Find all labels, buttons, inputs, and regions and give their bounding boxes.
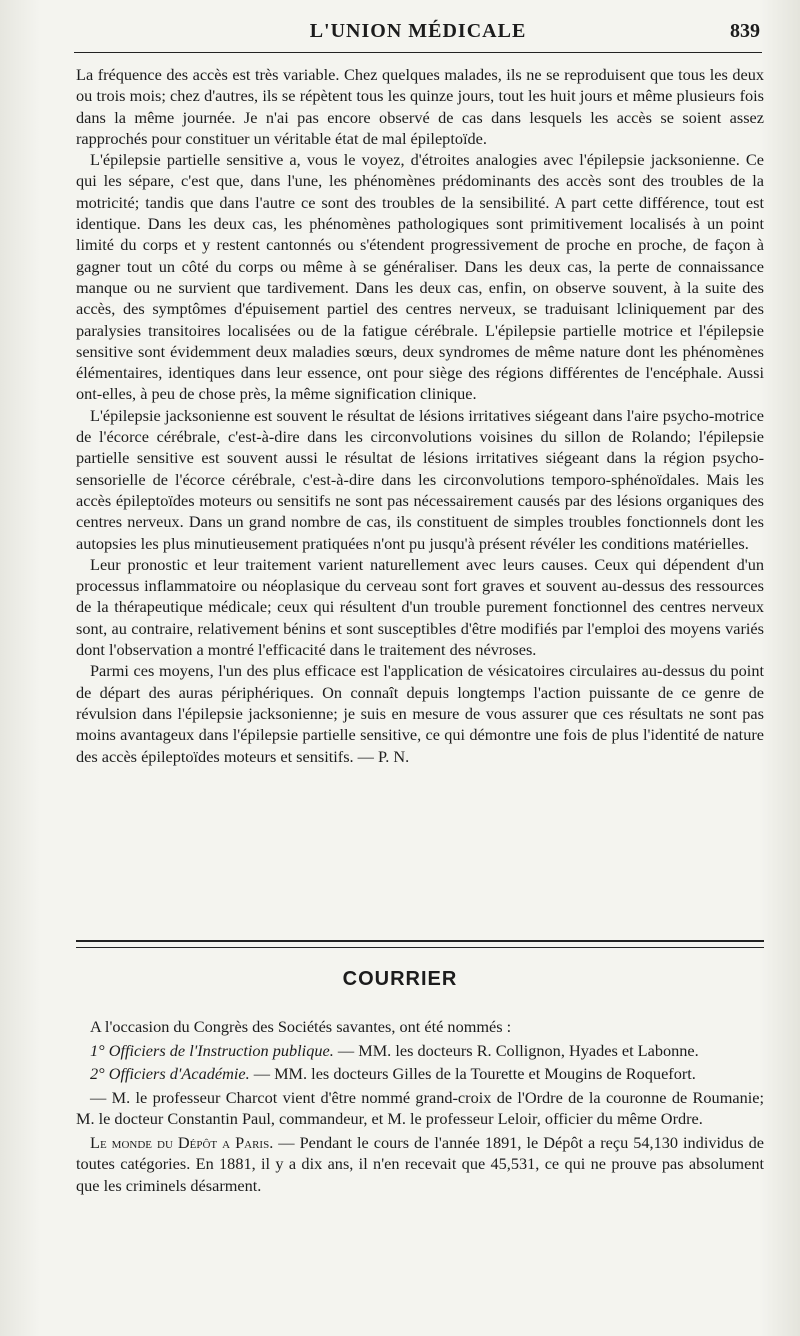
courrier-section — [76, 1016, 764, 1198]
journal-title: L'UNION MÉDICALE — [309, 20, 527, 42]
courrier-depot — [76, 1132, 764, 1197]
courrier-charcot: — M. le professeur Charcot vient d'être nommé grand-croix de l'Ordre de la couronne de Roumanie; M. le docteur Constantin Paul, commandeur, et M. le professeur Leloir, officier du même Ordre. — [76, 1087, 764, 1128]
article-paragraph-2: L'épilepsie partielle sensitive a, vous le voyez, d'étroites analogies avec l'épilepsie jacksonienne. Ce qui les sépare, c'est que, dans l'une, les phénomènes prédominants des accès sont des troubles de la motricité; tandis que dans l'autre ce sont des troubles de la sensibilité. A part cette différence, tout est identique. Dans les deux cas, les phénomènes pathologiques sont primitivement localisés à un point limité du corps et y restent cantonnés ou s'étendent progressivement de proche en proche, de façon à gagner tout un côté du corps ou même à se généraliser. Dans les deux cas, la perte de connaissance manque ou ne survient que tardivement. Dans les deux cas, enfin, on observe souvent, à la suite des accès, des symptômes d'épuisement partiel des centres nerveux, se traduisant lcliniquement par des paralysies transitoires localisées ou de la fatigue cérébrale. L'épilepsie partielle motrice et l'épilepsie sensitive sont évidemment deux maladies sœurs, deux syndromes de même nature dont les phénomènes élémentaires, identiques dans leur essence, ont pour siège des régions différentes de l'encéphale. Aussi ont-elles, à peu de chose près, la même signification clinique. — [76, 150, 764, 404]
courrier-item-1-label: 1° Officiers de l'Instruction publique. — [90, 1040, 334, 1060]
article-paragraph-3: L'épilepsie jacksonienne est souvent le résultat de lésions irritatives siégeant dans l'aire psycho-motrice de l'écorce cérébrale, c'est-à-dire dans les circonvolutions voisines du sillon de Rolando; l'épilepsie partielle sensitive est souvent aussi le résultat de lésions irritatives siégeant dans la région psycho-sensorielle de l'écorce cérébrale, c'est-à-dire dans les circonvolutions temporo-sphénoïdales. Mais les accès épileptoïdes moteurs ou sensitifs ne sont pas nécessairement causés par des lésions organiques des centres nerveux. Dans un grand nombre de cas, ils constituent de simples troubles fonctionnels dont les autopsies les plus minutieusement pratiquées n'ont pu jusqu'à présent révéler les conditions matérielles. — [76, 405, 764, 553]
page-number: 839 — [730, 20, 760, 42]
courrier-depot-text: — Pendant le cours de l'année 1891, le Dépôt a reçu 54,130 individus de toutes catégories. En 1881, il y a dix ans, il n'en recevait que 45,531, ce qui ne prouve pas absolument que les criminels désarment. — [76, 1132, 764, 1195]
courrier-intro: A l'occasion du Congrès des Sociétés savantes, ont été nommés : — [90, 1017, 512, 1036]
courrier-item-1 — [76, 1040, 764, 1062]
courrier-item-2-label: 2° Officiers d'Académie. — [90, 1064, 250, 1083]
article-paragraph-4: Leur pronostic et leur traitement varient naturellement avec leurs causes. Ceux qui dépendent d'un processus inflammatoire ou néoplasique du cerveau sont fort graves et souvent au-dessus des ressources de la thérapeutique médicale; ceux qui résultent d'un trouble purement fonctionnel des centres nerveux sont, au contraire, relativement bénins et sont susceptibles d'être modifiés par l'emploi des moyens variés dont l'observation a montré l'efficacité dans le traitement des névroses. — [76, 554, 764, 660]
courrier-heading: COURRIER — [342, 968, 458, 990]
article-paragraph-1: La fréquence des accès est très variable. Chez quelques malades, ils ne se reproduisent que tous les deux ou trois mois; chez d'autres, ils se répètent tous les quinze jours, tout les huit jours et même plusieurs fois dans la même journée. Je n'ai pas encore observé de cas dans lesquels les accès se soient assez rapprochés pour constituer un véritable état de mal épileptoïde. — [76, 65, 764, 148]
running-header — [74, 18, 762, 53]
courrier-depot-label: Le monde du Dépôt a Paris. — [90, 1132, 274, 1152]
article-body — [76, 64, 764, 767]
article-paragraph-5: Parmi ces moyens, l'un des plus efficace est l'application de vésicatoires circulaires au-dessus du point de départ des auras périphériques. On connaît depuis longtemps l'action puissante de ce genre de révulsion dans l'épilepsie jacksonienne; je suis en mesure de vous assurer que ces résultats ne sont pas moins avantageux dans l'épilepsie partielle sensitive, ce qui démontre une fois de plus l'identité de nature des accès épileptoïdes moteurs et sensitifs. — P. N. — [76, 661, 764, 766]
section-separator-rule — [76, 940, 764, 948]
courrier-item-2-text: — MM. les docteurs Gilles de la Tourette et Mougins de Roquefort. — [249, 1064, 696, 1083]
courrier-item-1-text: — MM. les docteurs R. Collignon, Hyades et Labonne. — [333, 1040, 699, 1060]
courrier-item-2 — [76, 1063, 764, 1085]
